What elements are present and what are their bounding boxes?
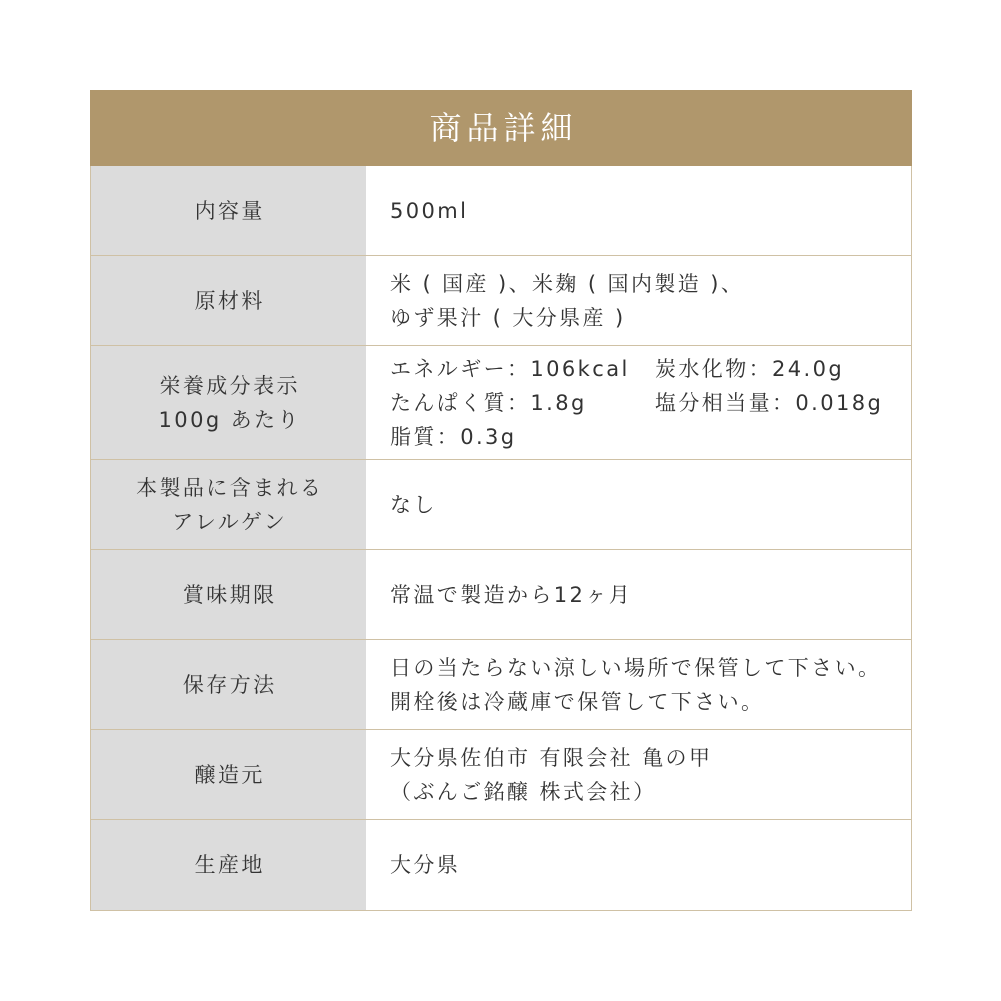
value-brewery-line-1: 大分県佐伯市 有限会社 亀の甲 (390, 745, 713, 770)
value-cell-brewery (366, 730, 911, 819)
label-cell-origin (91, 820, 366, 910)
label-storage: 保存方法 (182, 672, 277, 697)
label-brewery: 醸造元 (194, 762, 265, 787)
row-ingredients (91, 256, 911, 346)
label-allergens-line-1: 本製品に含まれる (136, 475, 324, 500)
value-brewery-line-2: （ぶんご銘醸 株式会社） (390, 779, 657, 804)
label-cell-nutrition (91, 346, 366, 459)
row-brewery (91, 730, 911, 820)
value-cell-storage (366, 640, 911, 729)
value-cell-volume (366, 166, 911, 255)
value-cell-origin (366, 820, 911, 910)
label-nutrition: 栄養成分表示 (159, 373, 300, 398)
row-origin (91, 820, 911, 911)
value-cell-ingredients (366, 256, 911, 345)
label-nutrition-basis: 100g あたり (158, 407, 301, 432)
row-best-before (91, 550, 911, 640)
nutrition-grid (390, 352, 883, 454)
table-header (90, 90, 912, 166)
table-title: 商品詳細 (429, 109, 578, 147)
nutrition-protein: たんぱく質：1.8g (390, 390, 587, 415)
value-cell-best-before (366, 550, 911, 639)
row-allergens (91, 460, 911, 550)
label-cell-best-before (91, 550, 366, 639)
nutrition-fat: 脂質：0.3g (390, 424, 517, 449)
label-cell-brewery (91, 730, 366, 819)
label-cell-volume (91, 166, 366, 255)
table-body (90, 166, 912, 911)
value-best-before: 常温で製造から12ヶ月 (390, 582, 633, 607)
label-volume: 内容量 (194, 198, 265, 223)
value-allergens: なし (390, 492, 437, 517)
row-volume (91, 166, 911, 256)
label-cell-allergens (91, 460, 366, 549)
value-storage-line-2: 開栓後は冷蔵庫で保管して下さい。 (390, 689, 765, 714)
label-allergens-line-2: アレルゲン (172, 509, 288, 534)
nutrition-salt: 塩分相当量：0.018g (655, 390, 884, 415)
nutrition-energy: エネルギー：106kcal (390, 356, 630, 381)
value-volume: 500ml (390, 198, 469, 223)
value-storage-line-1: 日の当たらない涼しい場所で保管して下さい。 (390, 655, 882, 680)
label-cell-storage (91, 640, 366, 729)
label-origin: 生産地 (194, 853, 265, 877)
value-ingredients-line-2: ゆず果汁 ( 大分県産 ) (390, 305, 626, 330)
value-origin: 大分県 (390, 853, 461, 877)
label-cell-ingredients (91, 256, 366, 345)
product-details-table (90, 90, 912, 911)
value-cell-nutrition (366, 346, 911, 459)
nutrition-carbohydrate: 炭水化物：24.0g (655, 356, 845, 381)
value-ingredients-line-1: 米 ( 国産 )、米麹 ( 国内製造 )、 (390, 271, 745, 296)
label-ingredients: 原材料 (194, 288, 265, 313)
row-nutrition (91, 346, 911, 460)
row-storage (91, 640, 911, 730)
label-best-before: 賞味期限 (182, 582, 277, 607)
value-cell-allergens (366, 460, 911, 549)
